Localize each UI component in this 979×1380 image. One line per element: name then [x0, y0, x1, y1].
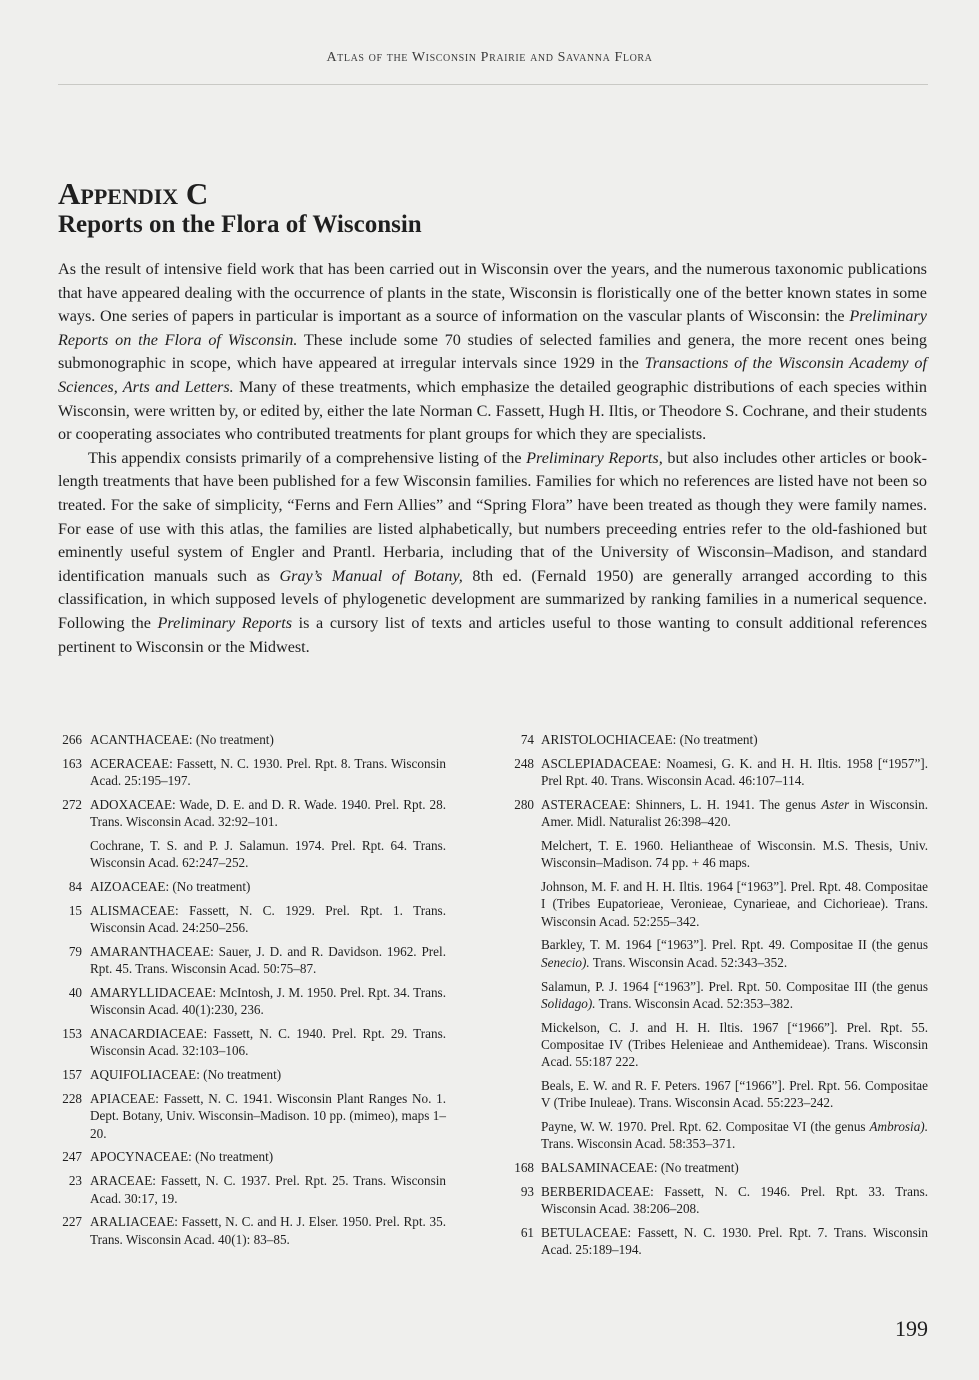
reference-text: BALSAMINACEAE: (No treatment): [541, 1160, 739, 1176]
family-number: 93: [520, 1184, 534, 1200]
reference-entry: [506, 1019, 928, 1071]
intro-text-span: Many of these treatments, which emphasize the detailed geographic distributions of each species within Wisconsin, were written by, or edited by, either the late Norman C. Fassett, Hugh H. Iltis, or Theodore S. Cochrane, and their students or cooperating associates who contributed treatments for plant groups for which they are specialists.: [58, 377, 927, 444]
page-number: 199: [895, 1316, 928, 1341]
reference-text: Mickelson, C. J. and H. H. Iltis. 1967 [“1966”]. Prel. Rpt. 55. Compositae IV (Tribes Heleniеae and Anthemideae). Trans. Wisconsin Acad. 55:187 222.: [541, 1019, 928, 1070]
reference-text: Barkley, T. M. 1964 [“1963”]. Prel. Rpt. 49. Compositae II (the genus: [541, 937, 928, 953]
intro-italic-title: Preliminary Reports: [157, 613, 293, 632]
family-number: 74: [520, 732, 534, 747]
reference-text: AMARYLLIDACEAE: McIntosh, J. M. 1950. Prel. Rpt. 34. Trans. Wisconsin Acad. 40(1):230, 236.: [90, 985, 446, 1018]
family-number: 228: [62, 1091, 82, 1107]
header-rule: [58, 84, 928, 85]
reference-text: ASCLEPIADACEAE: Noamesi, G. K. and H. H. Iltis. 1958 [“1957”]. Prel Rpt. 40. Trans. Wisconsin Acad. 46:107–114.: [541, 755, 928, 789]
reference-entry: [506, 1224, 928, 1259]
reference-text: BERBERIDACEAE: Fassett, N. C. 1946. Prel. Rpt. 33. Trans. Wisconsin Acad. 38:206–208.: [541, 1184, 928, 1217]
reference-entry: [58, 943, 446, 978]
intro-paragraph-2: [58, 447, 927, 659]
family-number: 266: [62, 732, 82, 747]
reference-text: in Wisconsin. Amer. Midl. Naturalist 26:398–420.: [541, 796, 928, 830]
family-number: 163: [62, 755, 82, 771]
reference-text: AIZOACEAE: (No treatment): [90, 879, 251, 895]
intro-text-span: but also includes other articles or book-length treatments that have been published for a few Wisconsin families. Families for which no references are listed have not been so treated. For the sake of simplicity, “Ferns and Fern Allies” and “Spring Flora” have been treated as though they were family names. For ease of use with this atlas, the families are listed alphabetically, but numbers preceeding entries refer to the old-fashioned but eminently useful system of Engler and Prantl. Herbaria, including that of the University of Wisconsin–Madison, and standard identification manuals such as: [58, 448, 927, 585]
reference-text: ANACARDIACEAE: Fassett, N. C. 1940. Prel. Rpt. 29. Trans. Wisconsin Acad. 32:103–106.: [90, 1026, 446, 1059]
reference-entry: [58, 902, 446, 937]
reference-entry: [58, 731, 446, 748]
reference-text: APIACEAE: Fassett, N. C. 1941. Wisconsin Plant Ranges No. 1. Dept. Botany, Univ. Wisconsin–Madison. 10 pp. (mimeo), maps 1–20.: [90, 1091, 446, 1141]
reference-text: AQUIFOLIACEAE: (No treatment): [90, 1067, 282, 1083]
genus-name: Aster: [821, 796, 850, 812]
reference-text: ADOXACEAE: Wade, D. E. and D. R. Wade. 1940. Prel. Rpt. 28. Trans. Wisconsin Acad. 32:92–101.: [90, 796, 446, 830]
reference-entry: [58, 878, 446, 895]
reference-text: Trans. Wisconsin Acad. 58:353–371.: [541, 1136, 736, 1152]
genus-name: Solidago).: [541, 995, 596, 1011]
reference-text: Beals, E. W. and R. F. Peters. 1967 [“1966”]. Prel. Rpt. 56. Compositae V (Tribe Inuleae). Trans. Wisconsin Acad. 55:223–242.: [541, 1078, 928, 1111]
reference-entry: [506, 837, 928, 872]
family-number: 23: [68, 1173, 82, 1189]
reference-text: ASTERACEAE: Shinners, L. H. 1941. The genus: [541, 796, 822, 812]
intro-italic-title: Gray’s Manual of Botany,: [279, 566, 463, 585]
reference-entry: [58, 755, 446, 790]
reference-entry: [506, 978, 928, 1013]
family-number: 280: [514, 796, 534, 812]
reference-entry: [58, 796, 446, 831]
reference-text: ALISMACEAE: Fassett, N. C. 1929. Prel. Rpt. 1. Trans. Wisconsin Acad. 24:250–256.: [90, 902, 446, 936]
reference-text: Salamun, P. J. 1964 [“1963”]. Prel. Rpt. 50. Compositae III (the genus: [541, 978, 928, 994]
appendix-title: Appendix C: [58, 176, 209, 211]
reference-entry: [506, 936, 928, 971]
reference-entry: [506, 878, 928, 930]
reference-list-left: [58, 731, 446, 1254]
intro-text-span: 8th ed. (Fernald 1950) are generally arranged according to this classification, in which supposed levels of phylogenetic development are summarized by ranking families in a numerical sequence. Following the: [58, 566, 927, 632]
reference-entry: [58, 1213, 446, 1248]
family-number: 157: [62, 1067, 82, 1083]
reference-entry: [58, 1090, 446, 1142]
reference-entry: [506, 755, 928, 790]
family-number: 247: [62, 1149, 82, 1165]
reference-list-right: [506, 731, 928, 1265]
running-head: Atlas of the Wisconsin Prairie and Savanna Flora: [326, 50, 653, 65]
reference-text: Trans. Wisconsin Acad. 52:353–382.: [595, 995, 794, 1011]
reference-text: Trans. Wisconsin Acad. 52:343–352.: [589, 954, 788, 970]
family-number: 61: [520, 1225, 534, 1241]
family-number: 84: [68, 879, 82, 895]
reference-entry: [58, 837, 446, 872]
reference-entry: [506, 1159, 928, 1176]
family-number: 79: [68, 943, 82, 959]
family-number: 248: [514, 755, 534, 771]
reference-entry: [58, 1066, 446, 1083]
intro-text-span: As the result of intensive field work that has been carried out in Wisconsin over the years, and the numerous taxonomic publications that have appeared dealing with the occurrence of plants in the state, Wisconsin is floristically one of the better known states in some ways. One series of papers in particular is important as a source of information on the vascular plants of Wisconsin: the: [58, 260, 927, 326]
reference-text: Cochrane, T. S. and P. J. Salamun. 1974. Prel. Rpt. 64. Trans. Wisconsin Acad. 62:247–252.: [90, 837, 446, 871]
reference-text: APOCYNACEAE: (No treatment): [90, 1149, 274, 1165]
reference-entry: [58, 1148, 446, 1165]
reference-text: ARACEAE: Fassett, N. C. 1937. Prel. Rpt. 25. Trans. Wisconsin Acad. 30:17, 19.: [90, 1173, 446, 1206]
intro-text: [58, 258, 927, 659]
reference-entry: [506, 1077, 928, 1112]
intro-paragraph-1: [58, 258, 927, 447]
family-number: 227: [62, 1214, 82, 1230]
reference-entry: [58, 1025, 446, 1060]
intro-italic-title: Preliminary Reports on the Flora of Wisconsin.: [58, 307, 927, 349]
reference-text: Melchert, T. E. 1960. Heliantheae of Wisconsin. M.S. Thesis, Univ. Wisconsin–Madison. 74 pp. + 46 maps.: [541, 837, 928, 871]
reference-entry: [58, 1172, 446, 1207]
reference-entry: [58, 984, 446, 1019]
reference-text: Payne, W. W. 1970. Prel. Rpt. 62. Compositae VI (the genus: [541, 1119, 870, 1135]
genus-name: Ambrosia).: [869, 1119, 928, 1135]
reference-text: BETULACEAE: Fassett, N. C. 1930. Prel. Rpt. 7. Trans. Wisconsin Acad. 25:189–194.: [541, 1225, 928, 1258]
reference-entry: [506, 796, 928, 831]
appendix-heading: [58, 178, 928, 240]
intro-text-span: These include some 70 studies of selected families and genera, the more recent ones being submonographic in scope, which have appeared at irregular intervals since 1929 in the: [58, 330, 928, 373]
family-number: 15: [68, 902, 82, 918]
intro-text-span: This appendix consists primarily of a comprehensive listing of the: [88, 448, 527, 467]
reference-entry: [506, 1183, 928, 1218]
reference-text: ACANTHACEAE: (No treatment): [90, 732, 274, 747]
reference-text: ACERACEAE: Fassett, N. C. 1930. Prel. Rpt. 8. Trans. Wisconsin Acad. 25:195–197.: [90, 755, 446, 789]
family-number: 40: [68, 985, 82, 1001]
appendix-subtitle: Reports on the Flora of Wisconsin: [58, 211, 422, 238]
family-number: 272: [62, 796, 82, 812]
intro-italic-title: Transactions of the Wisconsin Academy of Sciences, Arts and Letters.: [58, 354, 927, 396]
reference-text: Johnson, M. F. and H. H. Iltis. 1964 [“1963”]. Prel. Rpt. 48. Compositae I (Tribes Eupatorieae, Veronieae, Cynarieae, and Cichorieae). Trans. Wisconsin Acad. 52:255–342.: [541, 879, 928, 929]
reference-text: AMARANTHACEAE: Sauer, J. D. and R. Davidson. 1962. Prel. Rpt. 45. Trans. Wisconsin Acad. 50:75–87.: [90, 943, 446, 977]
intro-text-span: is a cursory list of texts and articles useful to those wanting to consult additional references pertinent to Wisconsin or the Midwest.: [58, 613, 927, 656]
reference-text: ARISTOLOCHIACEAE: (No treatment): [541, 732, 758, 747]
reference-text: ARALIACEAE: Fassett, N. C. and H. J. Elser. 1950. Prel. Rpt. 35. Trans. Wisconsin Acad. 40(1): 83–85.: [90, 1214, 446, 1247]
reference-entry: [506, 731, 928, 748]
intro-italic-title: Preliminary Reports,: [526, 448, 663, 467]
family-number: 168: [514, 1160, 534, 1176]
reference-entry: [506, 1118, 928, 1153]
family-number: 153: [62, 1026, 82, 1042]
genus-name: Senecio).: [541, 954, 590, 970]
